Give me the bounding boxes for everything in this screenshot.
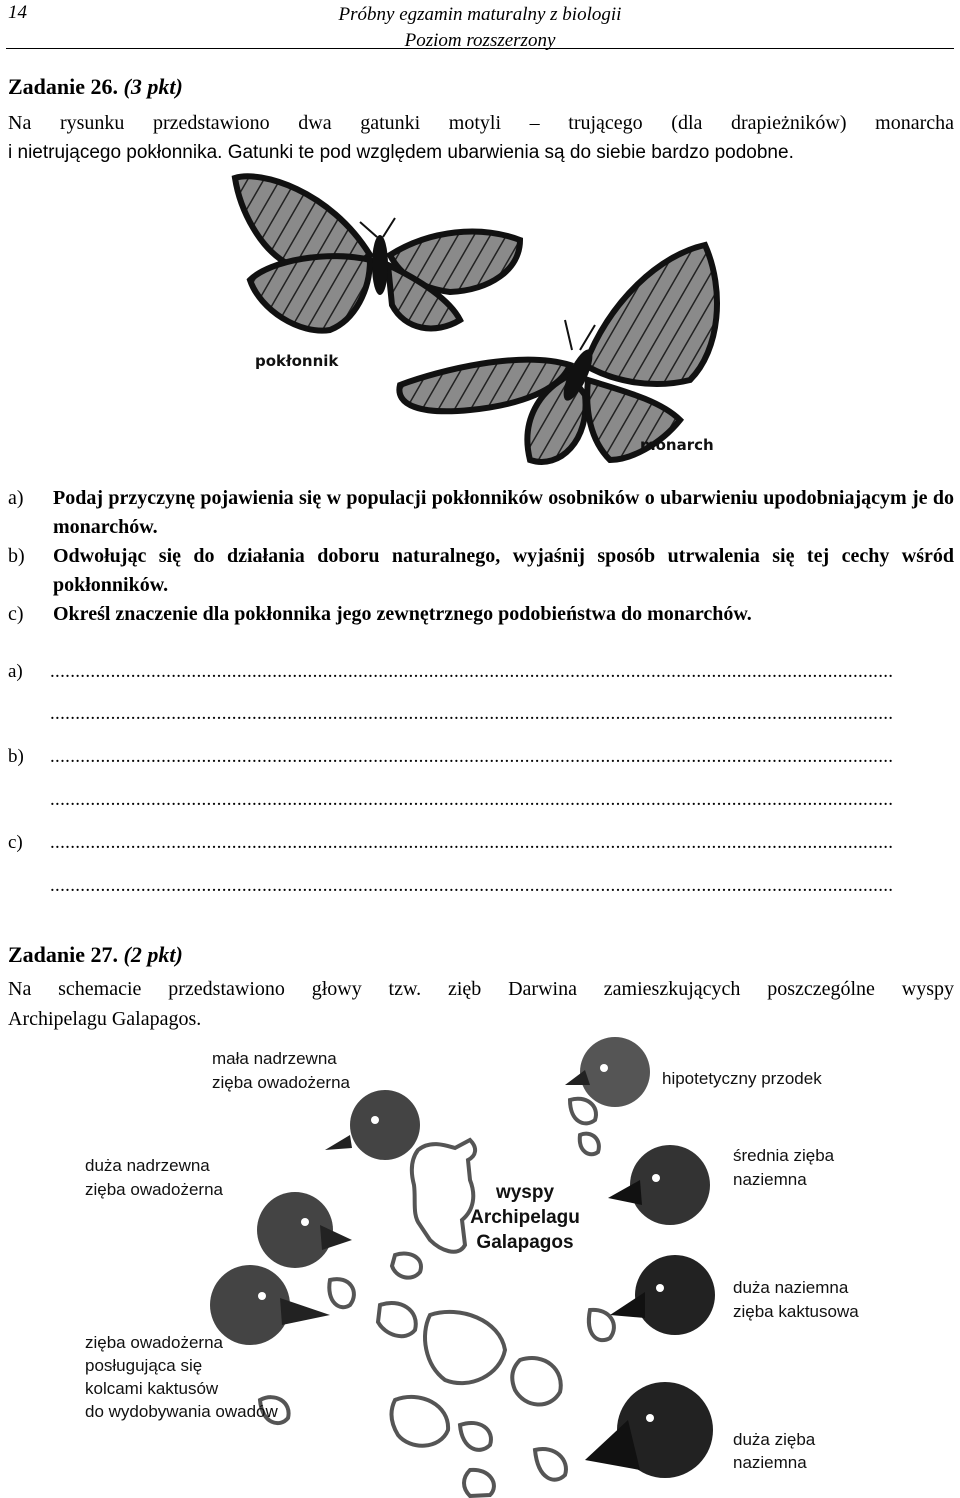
finch-head-woodpecker: [210, 1265, 330, 1345]
task27-intro-line2: Archipelagu Galapagos.: [8, 1008, 202, 1030]
question-b-label: b): [8, 545, 25, 567]
answer-line-c2[interactable]: .......................................................................................................................................................................: [50, 876, 894, 896]
islands-label-1: wyspy: [495, 1182, 555, 1203]
label-duza-nadrzewna-1: duża nadrzewna: [85, 1156, 210, 1175]
viceroy-label: pokłonnik: [255, 352, 339, 370]
task27-title: [8, 942, 183, 968]
islands-label-3: Galapagos: [476, 1232, 574, 1253]
question-a-text: Podaj przyczynę pojawienia się w populacji pokłonników osobników o ubarwieniu upodobniającym je do monarchów.: [53, 487, 954, 538]
header-subtitle: Poziom rozszerzony: [404, 30, 556, 51]
label-hipotetyczny: hipotetyczny przodek: [662, 1069, 822, 1088]
answer-line-b2[interactable]: .......................................................................................................................................................................: [50, 790, 894, 810]
task26-question-a: [8, 484, 954, 542]
question-c-label: c): [8, 603, 24, 625]
finch-head-small-tree: [325, 1090, 420, 1160]
label-duza-nadrzewna-2: zięba owadożerna: [85, 1180, 223, 1199]
task27-intro-line1: Na schemacie przedstawiono głowy tzw. zięb Darwina zamieszkujących poszczególne wyspy: [8, 978, 954, 1000]
galapagos-islands: [260, 1099, 614, 1496]
task26-question-b: [8, 542, 954, 600]
task26-title: [8, 74, 183, 100]
page-header: [0, 2, 960, 54]
label-mala-1: mała nadrzewna: [212, 1049, 337, 1068]
header-title: Próbny egzamin maturalny z biologii: [338, 4, 622, 25]
finch-head-cactus-ground: [610, 1255, 715, 1335]
label-srednia-1: średnia zięba: [733, 1146, 835, 1165]
header-divider: [6, 48, 954, 49]
monarch-label: monarch: [640, 436, 714, 454]
answer-b-label: b): [8, 747, 24, 767]
task26-intro-line1: Na rysunku przedstawiono dwa gatunki motyli – trującego (dla drapieżników) monarcha: [8, 112, 954, 134]
answer-line-b1[interactable]: b) .......................................................................................................................................................................: [8, 747, 894, 767]
finch-head-large-ground: [585, 1382, 713, 1478]
finch-head-medium-ground: [608, 1145, 710, 1225]
task26-intro-line2: i nietrującego pokłonnika. Gatunki te pod względem ubarwienia są do siebie bardzo podobne.: [8, 142, 794, 163]
islands-label-2: Archipelagu: [470, 1207, 580, 1228]
question-a-label: a): [8, 487, 24, 509]
question-c-text: Określ znaczenie dla pokłonnika jego zewnętrznego podobieństwa do monarchów.: [53, 603, 752, 625]
task26-points: (3 pkt): [123, 74, 183, 99]
task27-points: (2 pkt): [123, 942, 183, 967]
label-kolce-3: kolcami kaktusów: [85, 1379, 219, 1398]
label-srednia-2: naziemna: [733, 1170, 807, 1189]
label-duza-ziemna-2: naziemna: [733, 1453, 807, 1472]
answer-line-a2[interactable]: .......................................................................................................................................................................: [50, 704, 894, 724]
task26-intro: [8, 108, 954, 168]
answer-a-label: a): [8, 662, 23, 682]
label-kaktusowa-1: duża naziemna: [733, 1278, 849, 1297]
task27-number: Zadanie 27.: [8, 942, 119, 967]
label-kolce-4: do wydobywania owadów: [85, 1402, 278, 1421]
butterflies-figure: [220, 170, 740, 470]
task26-number: Zadanie 26.: [8, 74, 119, 99]
label-kaktusowa-2: zięba kaktusowa: [733, 1302, 859, 1321]
label-kolce-2: posługująca się: [85, 1356, 203, 1375]
task27-intro: [8, 974, 954, 1034]
finch-head-large-tree: [257, 1192, 352, 1268]
answer-c-label: c): [8, 833, 23, 853]
label-kolce-1: zięba owadożerna: [85, 1333, 223, 1352]
viceroy-butterfly: [235, 176, 520, 330]
answer-line-a1[interactable]: a) .......................................................................................................................................................................: [8, 662, 894, 682]
finch-head-ancestor: [565, 1037, 650, 1107]
page-number: 14: [8, 2, 27, 23]
question-b-text: Odwołując się do działania doboru naturalnego, wyjaśnij sposób utrwalenia się tej cechy wśród pokłonników.: [53, 545, 954, 596]
answer-line-c1[interactable]: c) .......................................................................................................................................................................: [8, 833, 894, 853]
task26-question-c: [8, 600, 954, 629]
finches-figure: [0, 1030, 960, 1498]
label-mala-2: zięba owadożerna: [212, 1073, 350, 1092]
label-duza-ziemna-1: duża zięba: [733, 1430, 816, 1449]
